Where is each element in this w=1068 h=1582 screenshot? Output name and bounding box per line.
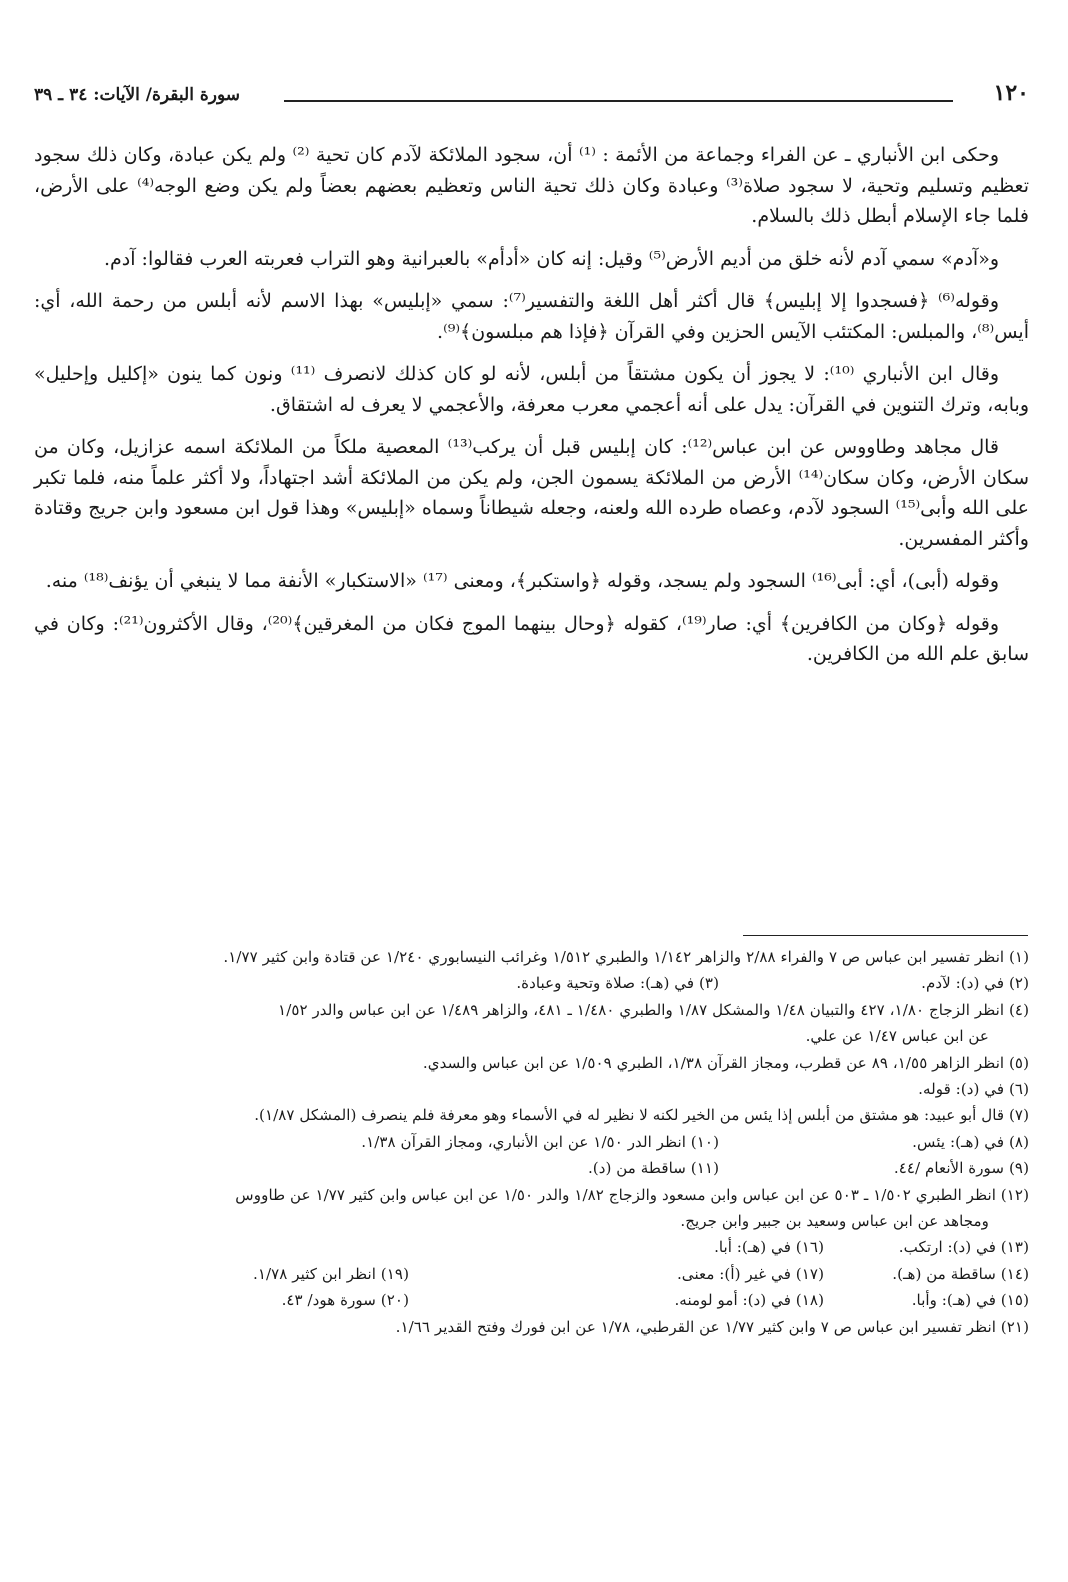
footnote-14: (١٤) ساقطة من (هـ). — [892, 1264, 1029, 1283]
footnote-4-continuation: عن ابن عباس ١/٤٧ عن علي. — [805, 1027, 989, 1046]
footnote-8: (٨) في (هـ): يئس. — [912, 1132, 1029, 1151]
paragraph-iblis-name: وقوله⁽⁶⁾ ﴿فسجدوا إلا إبليس﴾ قال أكثر أهل اللغة والتفسير⁽⁷⁾: سمي «إبليس» بهذا الاسم لأنه أبلس من رحمة الله، أي: أيس⁽⁸⁾، والمبلس: المكتئب الآيس الحزين وفي القرآن ﴿فإذا هم مبلسون﴾⁽⁹⁾. — [34, 290, 1029, 343]
footnote-1: (١) انظر تفسير ابن عباس ص ٧ والفراء ٢/٨٨ والزاهر ١/١٤٢ والطبري ١/٥١٢ وغرائب النيسابوري ١/٢٤٠ عن قتادة وابن كثير ١/٧٧. — [223, 948, 1029, 966]
footnote-row — [34, 1261, 1029, 1287]
footnote-10: (١٠) انظر الدر ١/٥٠ عن ابن الأنباري، ومجاز القرآن ١/٣٨. — [361, 1132, 719, 1151]
footnote-12 — [34, 1182, 1029, 1235]
header-rule — [284, 100, 953, 102]
footnote-row — [34, 1155, 1029, 1181]
footnote-19: (١٩) انظر ابن كثير ١/٧٨. — [253, 1264, 409, 1283]
paragraph-aba: وقوله (أبى)، أي: أبى⁽¹⁶⁾ السجود ولم يسجد، وقوله ﴿واستكبر﴾، ومعنى ⁽¹⁷⁾ «الاستكبار» الأنفة مما لا ينبغي أن يؤنف⁽¹⁸⁾ منه. — [45, 570, 999, 592]
footnote-row — [34, 1287, 1029, 1313]
footnote-13: (١٣) في (د): ارتكب. — [898, 1238, 1029, 1257]
footnotes-divider — [743, 935, 1028, 936]
footnote-4-text: (٤) انظر الزجاج ١/٨٠، ٤٢٧ والتبيان ١/٤٨ والمشكل ١/٨٧ والطبري ١/٤٨٠ ـ ٤٨١، والزاهر ١/٤٨٩ عن ابن عباس والدر ١/٥٢ — [278, 1000, 1029, 1019]
surah-title: سورة البقرة/ الآيات: ٣٤ ـ ٣٩ — [34, 85, 240, 105]
paragraph-prostration: وحكى ابن الأنباري ـ عن الفراء وجماعة من الأئمة : ⁽¹⁾ أن، سجود الملائكة لآدم كان تحية ⁽²⁾ ولم يكن عبادة، وكان ذلك سجود تعظيم وتسليم وتحية، لا سجود صلاة⁽³⁾ وعبادة وكان ذلك تحية الناس وتعظيم بعضهم بعضاً ولم يكن وضع الوجه⁽⁴⁾ على الأرض، فلما جاء الإسلام أبطل ذلك بالسلام. — [34, 144, 1030, 227]
footnote-21: (٢١) انظر تفسير ابن عباس ص ٧ وابن كثير ١/٧٧ عن القرطبي، ١/٧٨ عن ابن فورك وفتح القدير ١/٦٦. — [395, 1317, 1029, 1336]
footnote-15: (١٥) في (هـ): وأبا. — [911, 1291, 1029, 1310]
paragraph-adam-name: و«آدم» سمي آدم لأنه خلق من أديم الأرض⁽⁵⁾ وقيل: إنه كان «أدأم» بالعبرانية وهو التراب فعربته العرب فقالوا: آدم. — [103, 247, 999, 270]
footnote-2: (٢) في (د): لآدم. — [921, 974, 1029, 993]
footnote-16: (١٦) في (هـ): أبا. — [714, 1238, 824, 1257]
footnote-6: (٦) في (د): قوله. — [918, 1080, 1029, 1099]
footnotes — [34, 944, 1029, 1340]
paragraph-ibn-anbari: وقال ابن الأنباري ⁽¹⁰⁾: لا يجوز أن يكون مشتقاً من أبلس، لأنه لو كان كذلك لانصرف ⁽¹¹⁾ ونون كما ينون «إكليل وإحليل» وبابه، وترك التنوين في القرآن: يدل على أنه أعجمي معرب معرفة، والأعجمي لا يعرف له اشتقاق. — [34, 363, 1029, 416]
footnote-row — [34, 970, 1029, 996]
page-header — [34, 78, 1029, 118]
footnote-18: (١٨) في (د): أمو لومنه. — [674, 1291, 824, 1310]
paragraph-mujahid: قال مجاهد وطاووس عن ابن عباس⁽¹²⁾: كان إبليس قبل أن يركب⁽¹³⁾ المعصية ملكاً من الملائكة اسمه عزازيل، وكان من سكان الأرض، وكان سكان⁽¹⁴⁾ الأرض من الملائكة يسمون الجن، ولم يكن من الملائكة أشد اجتهاداً، ولا أكثر علماً منه، فلما تكبر على الله وأبى⁽¹⁵⁾ السجود لآدم، وعصاه طرده الله ولعنه، وجعله شيطاناً وسماه «إبليس» وهذا قول ابن مسعود وابن جريج وقتادة وأكثر المفسرين. — [34, 436, 1030, 550]
main-text — [34, 140, 1029, 682]
footnote-11: (١١) ساقطة من (د). — [587, 1159, 719, 1178]
footnote-12-continuation: ومجاهد عن ابن عباس وسعيد بن جبير وابن جريج. — [680, 1212, 989, 1231]
paragraph-kafirin: وقوله ﴿وكان من الكافرين﴾ أي: صار⁽¹⁹⁾، كقوله ﴿وحال بينهما الموج فكان من المغرقين﴾⁽²⁰⁾، وقال الأكثرون⁽²¹⁾: وكان في سابق علم الله من الكافرين. — [34, 612, 1029, 665]
footnote-4 — [34, 997, 1029, 1050]
footnote-row — [34, 1234, 1029, 1260]
footnote-7: (٧) قال أبو عبيد: هو مشتق من أبلس إذا يئس من الخير لكنه لا نظير له في الأسماء وهو معرفة فلم ينصرف (المشكل ١/٨٧). — [254, 1106, 1029, 1125]
page-number: ١٢٠ — [993, 80, 1029, 106]
footnote-9: (٩) سورة الأنعام /٤٤. — [893, 1159, 1029, 1178]
footnote-5: (٥) انظر الزاهر ١/٥٥، ٨٩ عن قطرب، ومجاز القرآن ١/٣٨، الطبري ١/٥٠٩ عن ابن عباس والسدي. — [422, 1053, 1029, 1072]
footnote-17: (١٧) في غير (أ): معنى. — [676, 1264, 824, 1283]
footnote-20: (٢٠) سورة هود/ ٤٣. — [281, 1291, 409, 1310]
footnote-12-text: (١٢) انظر الطبري ١/٥٠٢ ـ ٥٠٣ عن ابن عباس وابن مسعود والزجاج ١/٨٢ والدر ١/٥٠ عن ابن عباس وابن كثير ١/٧٧ عن طاووس — [235, 1185, 1029, 1204]
footnote-3: (٣) في (هـ): صلاة وتحية وعبادة. — [516, 974, 719, 993]
footnote-row — [34, 1129, 1029, 1155]
